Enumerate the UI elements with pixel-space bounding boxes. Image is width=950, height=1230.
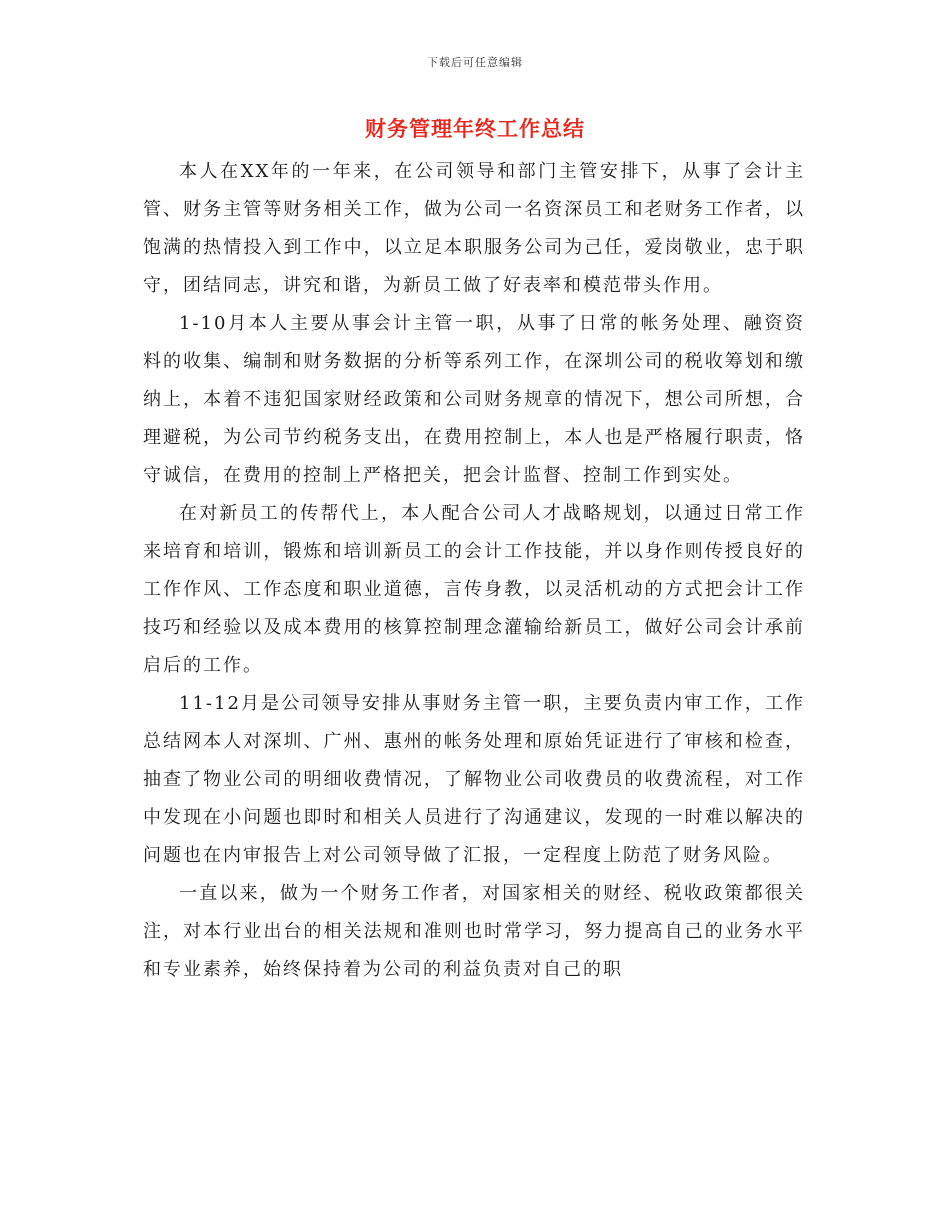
paragraph: 1-10月本人主要从事会计主管一职，从事了日常的帐务处理、融资资料的收集、编制和财务数据的分析等系列工作，在深圳公司的税收筹划和缴纳上，本着不违犯国家财经政策和公司财务规章的情况下，想公司所想，合理避税，为公司节约税务支出，在费用控制上，本人也是严格履行职责，恪守诚信，在费用的控制上严格把关，把会计监督、控制工作到实处。	[143, 313, 805, 486]
paragraph: 本人在XX年的一年来，在公司领导和部门主管安排下，从事了会计主管、财务主管等财务相关工作，做为公司一名资深员工和老财务工作者，以饱满的热情投入到工作中，以立足本职服务公司为己任，爱岗敬业，忠于职守，团结同志，讲究和谐，为新员工做了好表率和模范带头作用。	[143, 161, 805, 296]
header-note: 下载后可任意编辑	[427, 56, 523, 69]
paragraph: 在对新员工的传帮代上，本人配合公司人才战略规划，以通过日常工作来培育和培训，锻炼和培训新员工的会计工作技能，并以身作则传授良好的工作作风、工作态度和职业道德，言传身教，以灵活机动的方式把会计工作技巧和经验以及成本费用的核算控制理念灌输给新员工，做好公司会计承前启后的工作。	[143, 503, 805, 676]
document-body	[143, 153, 805, 989]
paragraph: 11-12月是公司领导安排从事财务主管一职，主要负责内审工作，工作总结网本人对深圳、广州、惠州的帐务处理和原始凭证进行了审核和检查，抽查了物业公司的明细收费情况，了解物业公司收费员的收费流程，对工作中发现在小问题也即时和相关人员进行了沟通建议，发现的一时难以解决的问题也在内审报告上对公司领导做了汇报，一定程度上防范了财务风险。	[143, 693, 805, 866]
document-title: 财务管理年终工作总结	[365, 116, 585, 141]
paragraph: 一直以来，做为一个财务工作者，对国家相关的财经、税收政策都很关注，对本行业出台的相关法规和准则也时常学习，努力提高自己的业务水平和专业素养，始终保持着为公司的利益负责对自己的职	[143, 883, 805, 980]
